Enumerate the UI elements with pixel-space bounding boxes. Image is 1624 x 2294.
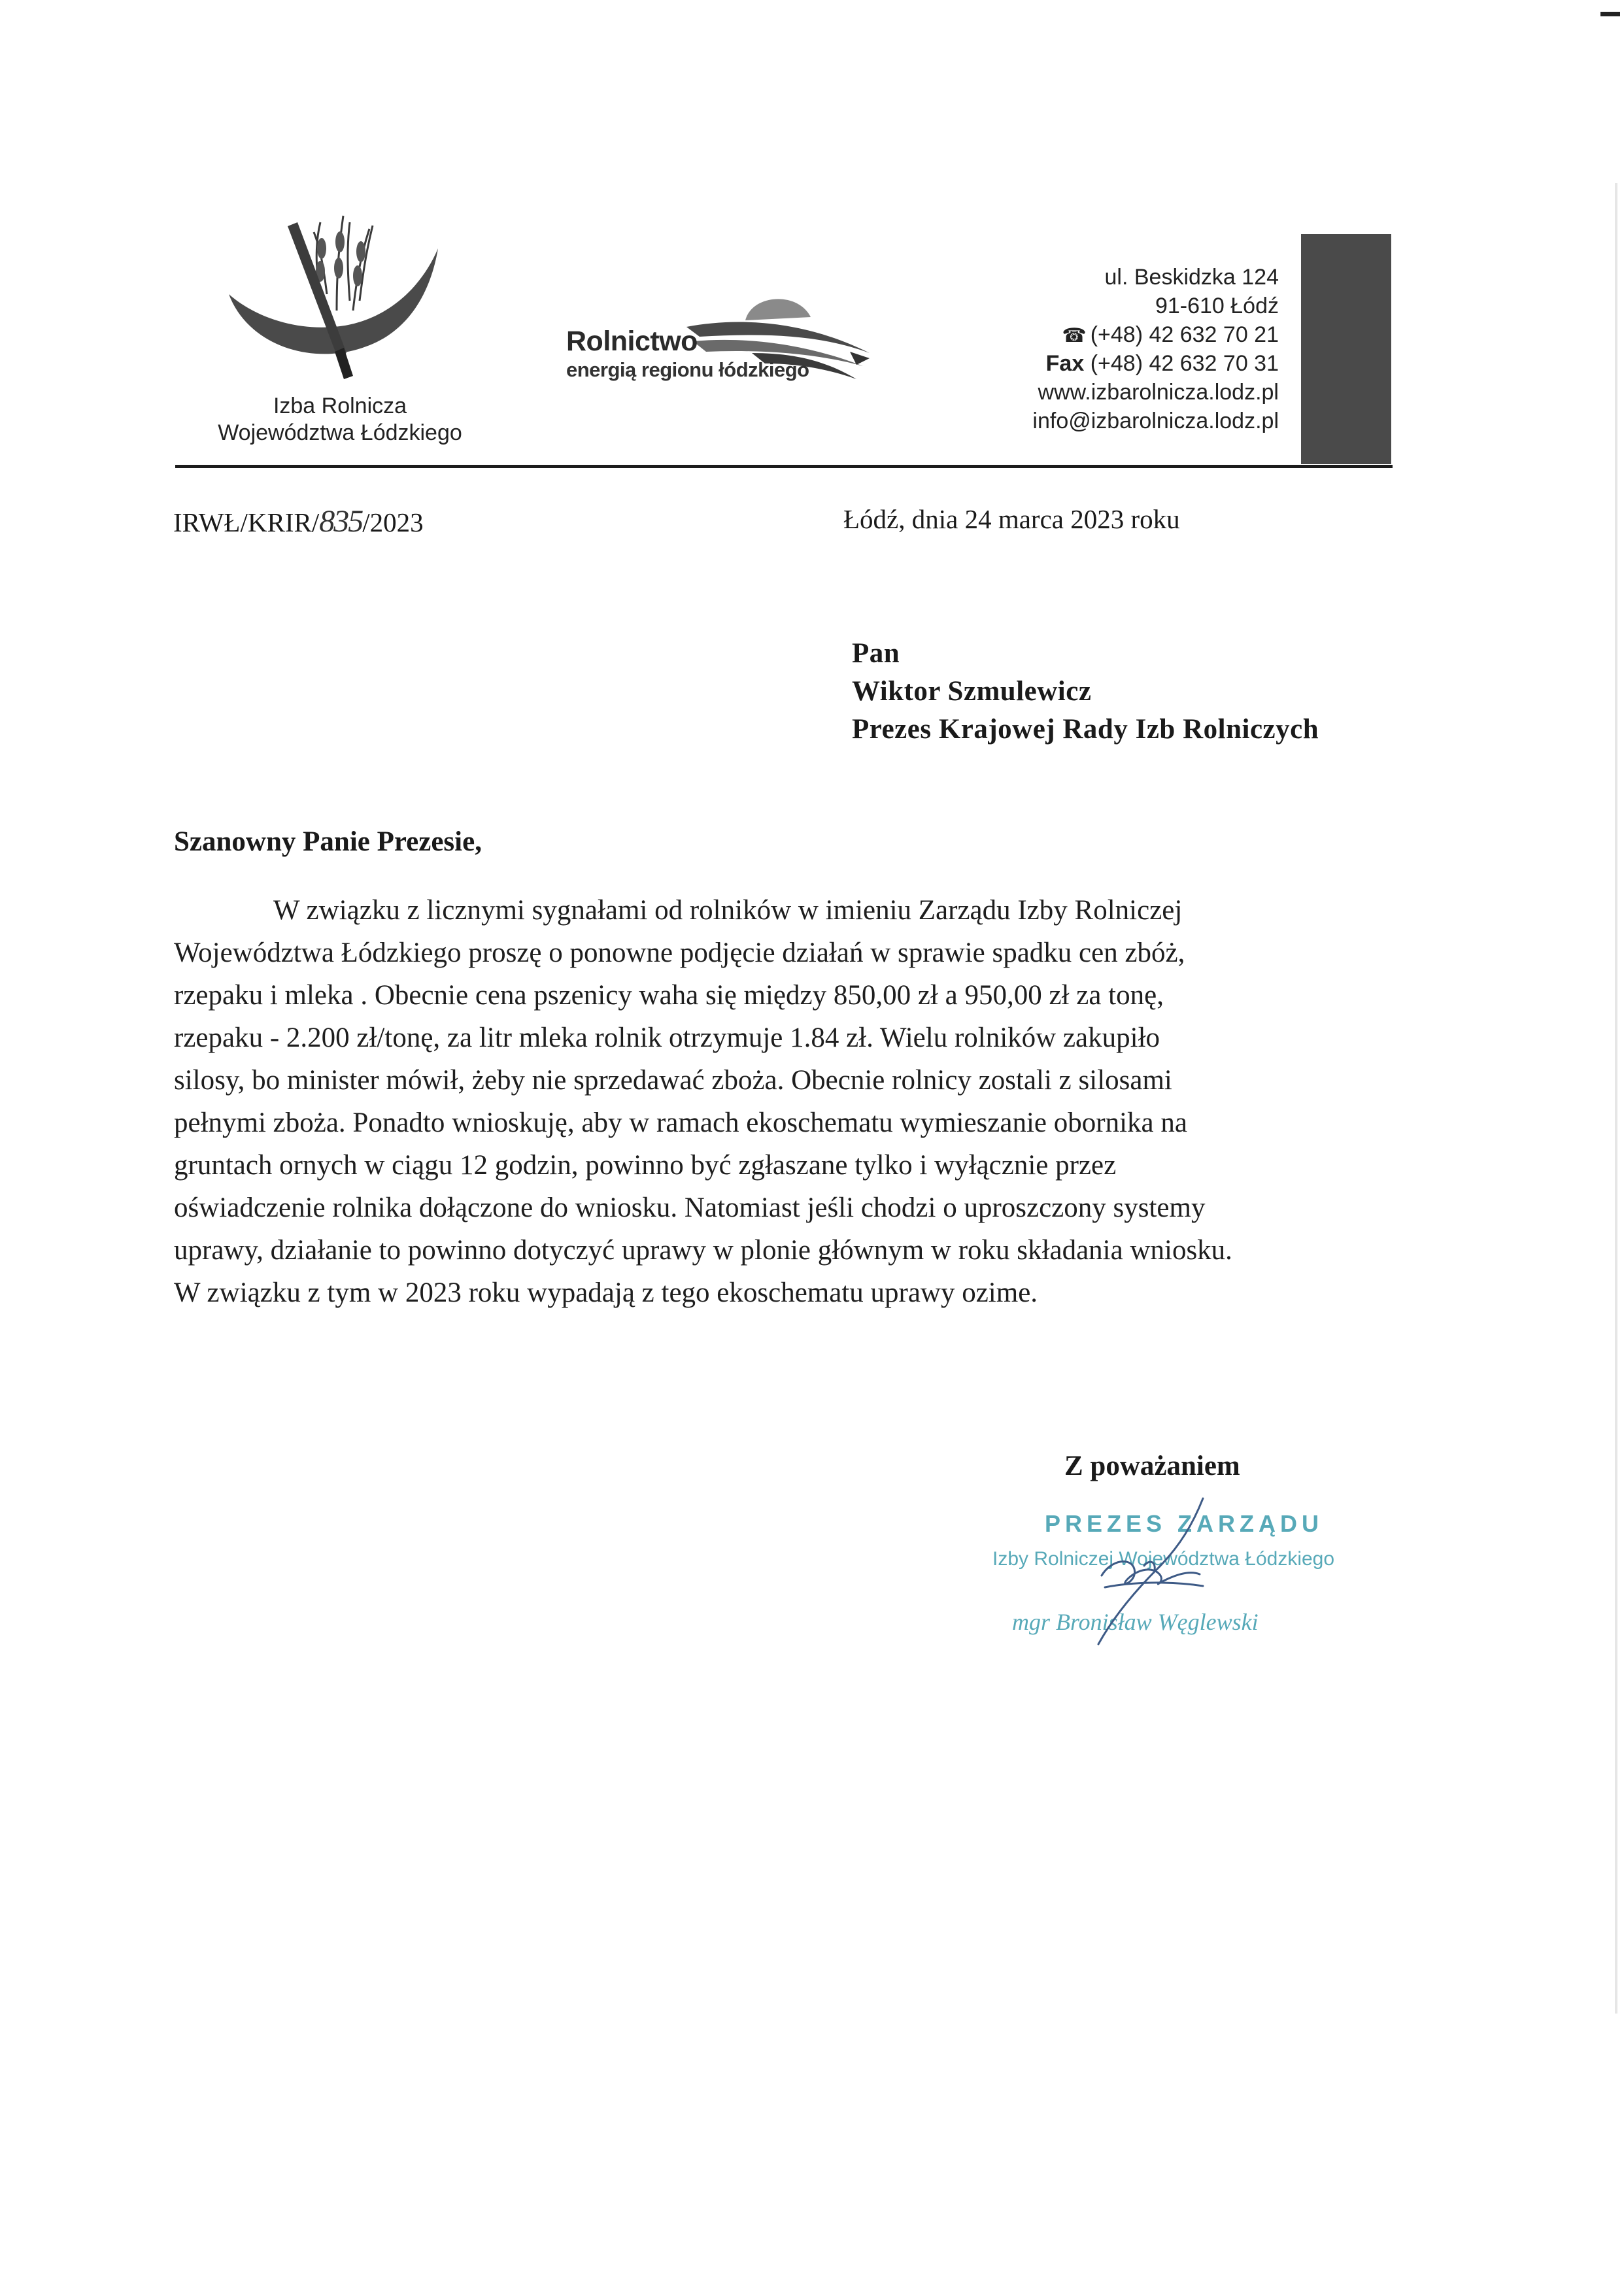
body-line-1: W związku z licznymi sygnałami od rolników w imieniu Zarządu Izby Rolniczej: [273, 895, 1183, 926]
reference-prefix: IRWŁ/KRIR/: [173, 507, 320, 537]
body-line-9: uprawy, działanie to powinno dotyczyć uprawy w plonie głównym w roku składania wniosku.: [174, 1235, 1232, 1266]
body-line-8: oświadczenie rolnika dołączone do wniosku. Natomiast jeśli chodzi o uproszczony systemy: [174, 1192, 1206, 1223]
salutation: Szanowny Panie Prezesie,: [174, 826, 482, 857]
stamp-name: mgr Bronisław Węglewski: [1012, 1609, 1259, 1635]
scan-edge: [1615, 183, 1617, 2014]
org-name-line1: Izba Rolnicza: [273, 394, 407, 418]
stamp-title: PREZES ZARZĄDU: [1045, 1510, 1324, 1537]
contact-website: www.izbarolnicza.lodz.pl: [1038, 380, 1279, 405]
contact-fax-label: Fax: [1045, 351, 1085, 376]
contact-fax: [1046, 349, 1279, 378]
body-line-10: W związku z tym w 2023 roku wypadają z tego ekoschematu uprawy ozime.: [174, 1277, 1038, 1308]
closing: Z poważaniem: [1064, 1451, 1240, 1481]
date-line: Łódź, dnia 24 marca 2023 roku: [843, 504, 1180, 534]
phone-icon: ☎: [1062, 325, 1087, 346]
reference-suffix: /2023: [362, 507, 424, 537]
letterhead-rule: [175, 465, 1393, 468]
addressee-line1: Pan: [852, 638, 900, 669]
reference-number: [173, 503, 424, 539]
contact-postal: 91-610 Łódź: [1155, 294, 1279, 318]
brand-subtitle: energią regionu łódzkiego: [566, 358, 809, 381]
body-line-7: gruntach ornych w ciągu 12 godzin, powinno być zgłaszane tylko i wyłącznie przez: [174, 1150, 1117, 1181]
body-line-6: pełnymi zboża. Ponadto wnioskuję, aby w ramach ekoschematu wymieszanie obornika na: [174, 1107, 1187, 1138]
body-line-3: rzepaku i mleka . Obecnie cena pszenicy waha się między 850,00 zł a 950,00 zł za tonę,: [174, 980, 1164, 1011]
signature-scribble: [1040, 1497, 1255, 1647]
contact-street: ul. Beskidzka 124: [1104, 265, 1279, 290]
contact-fax-number: (+48) 42 632 70 31: [1090, 351, 1279, 376]
addressee-line3: Prezes Krajowej Rady Izb Rolniczych: [852, 714, 1319, 745]
scan-mark: [1600, 12, 1620, 16]
addressee-line2: Wiktor Szmulewicz: [852, 676, 1092, 707]
stamp-organization: Izby Rolniczej Województwa Łódzkiego: [992, 1548, 1335, 1570]
izba-rolnicza-logo: [222, 196, 464, 392]
reference-handwritten: 835: [319, 504, 363, 539]
brand-title: Rolnictwo: [566, 326, 698, 357]
contact-phone-number: (+48) 42 632 70 21: [1090, 322, 1279, 347]
letterhead-grey-block: [1301, 234, 1391, 464]
contact-phone: [1062, 320, 1279, 350]
contact-email: info@izbarolnicza.lodz.pl: [1032, 409, 1279, 433]
body-line-5: silosy, bo minister mówił, żeby nie sprzedawać zboża. Obecnie rolnicy zostali z silosami: [174, 1065, 1172, 1096]
body-line-2: Województwa Łódzkiego proszę o ponowne podjęcie działań w sprawie spadku cen zbóż,: [174, 937, 1185, 968]
org-name-line2: Województwa Łódzkiego: [218, 420, 462, 445]
body-line-4: rzepaku - 2.200 zł/tonę, za litr mleka rolnik otrzymuje 1.84 zł. Wielu rolników zakupiło: [174, 1022, 1160, 1053]
